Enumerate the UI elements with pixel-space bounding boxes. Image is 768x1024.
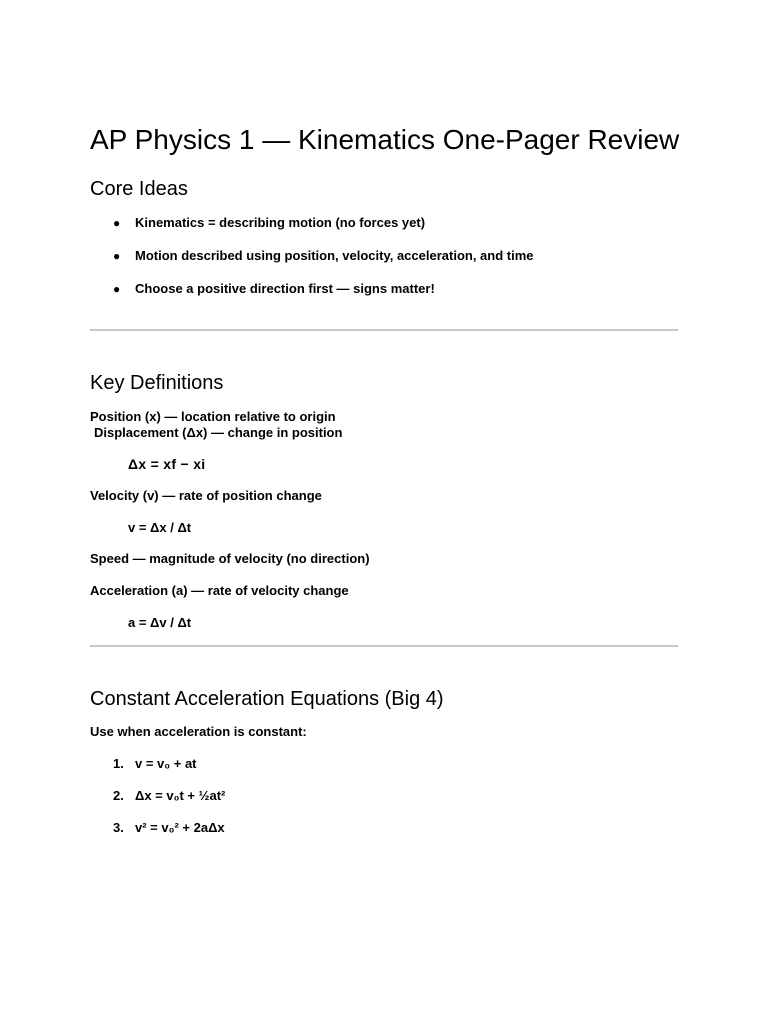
section-divider: [90, 329, 678, 331]
core-ideas-list: [90, 215, 680, 297]
list-item-text: Choose a positive direction first — signs matter!: [135, 281, 435, 296]
speed-definition: Speed — magnitude of velocity (no direction): [90, 551, 370, 566]
equation-text: v² = v₀² + 2aΔx: [135, 820, 225, 835]
list-item: [90, 788, 680, 804]
list-item: [90, 820, 680, 836]
list-item: [90, 281, 680, 297]
list-number: 3.: [113, 820, 124, 835]
list-item-text: Kinematics = describing motion (no forces yet): [135, 215, 426, 230]
list-item: [90, 756, 680, 772]
page-title: AP Physics 1 — Kinematics One-Pager Review: [90, 124, 680, 155]
velocity-formula: v = Δx / Δt: [128, 520, 192, 535]
list-item: [90, 248, 680, 264]
velocity-definition: Velocity (v) — rate of position change: [90, 488, 322, 503]
list-item-text: Motion described using position, velocity, acceleration, and time: [135, 248, 534, 263]
key-definitions-heading: Key Definitions: [90, 372, 224, 394]
acceleration-formula: a = Δv / Δt: [128, 615, 192, 630]
displacement-definition: Displacement (Δx) — change in position: [94, 425, 343, 440]
displacement-formula: Δx = xf − xi: [128, 456, 206, 472]
section-divider: [90, 645, 678, 647]
big4-equations-list: [90, 756, 680, 836]
list-item: [90, 215, 680, 231]
equation-text: v = v₀ + at: [135, 756, 197, 771]
bullet-icon: ●: [113, 249, 121, 263]
document-content: [90, 123, 680, 836]
list-number: 1.: [113, 756, 124, 771]
big4-heading: Constant Acceleration Equations (Big 4): [90, 688, 444, 710]
equation-text: Δx = v₀t + ½at²: [135, 788, 226, 803]
bullet-icon: ●: [113, 216, 121, 230]
bullet-icon: ●: [113, 282, 121, 296]
core-ideas-heading: Core Ideas: [90, 178, 188, 200]
position-definition: Position (x) — location relative to origin: [90, 409, 336, 424]
list-number: 2.: [113, 788, 124, 803]
acceleration-definition: Acceleration (a) — rate of velocity change: [90, 583, 349, 598]
big4-intro: Use when acceleration is constant:: [90, 724, 307, 739]
definitions-block: [90, 409, 680, 631]
